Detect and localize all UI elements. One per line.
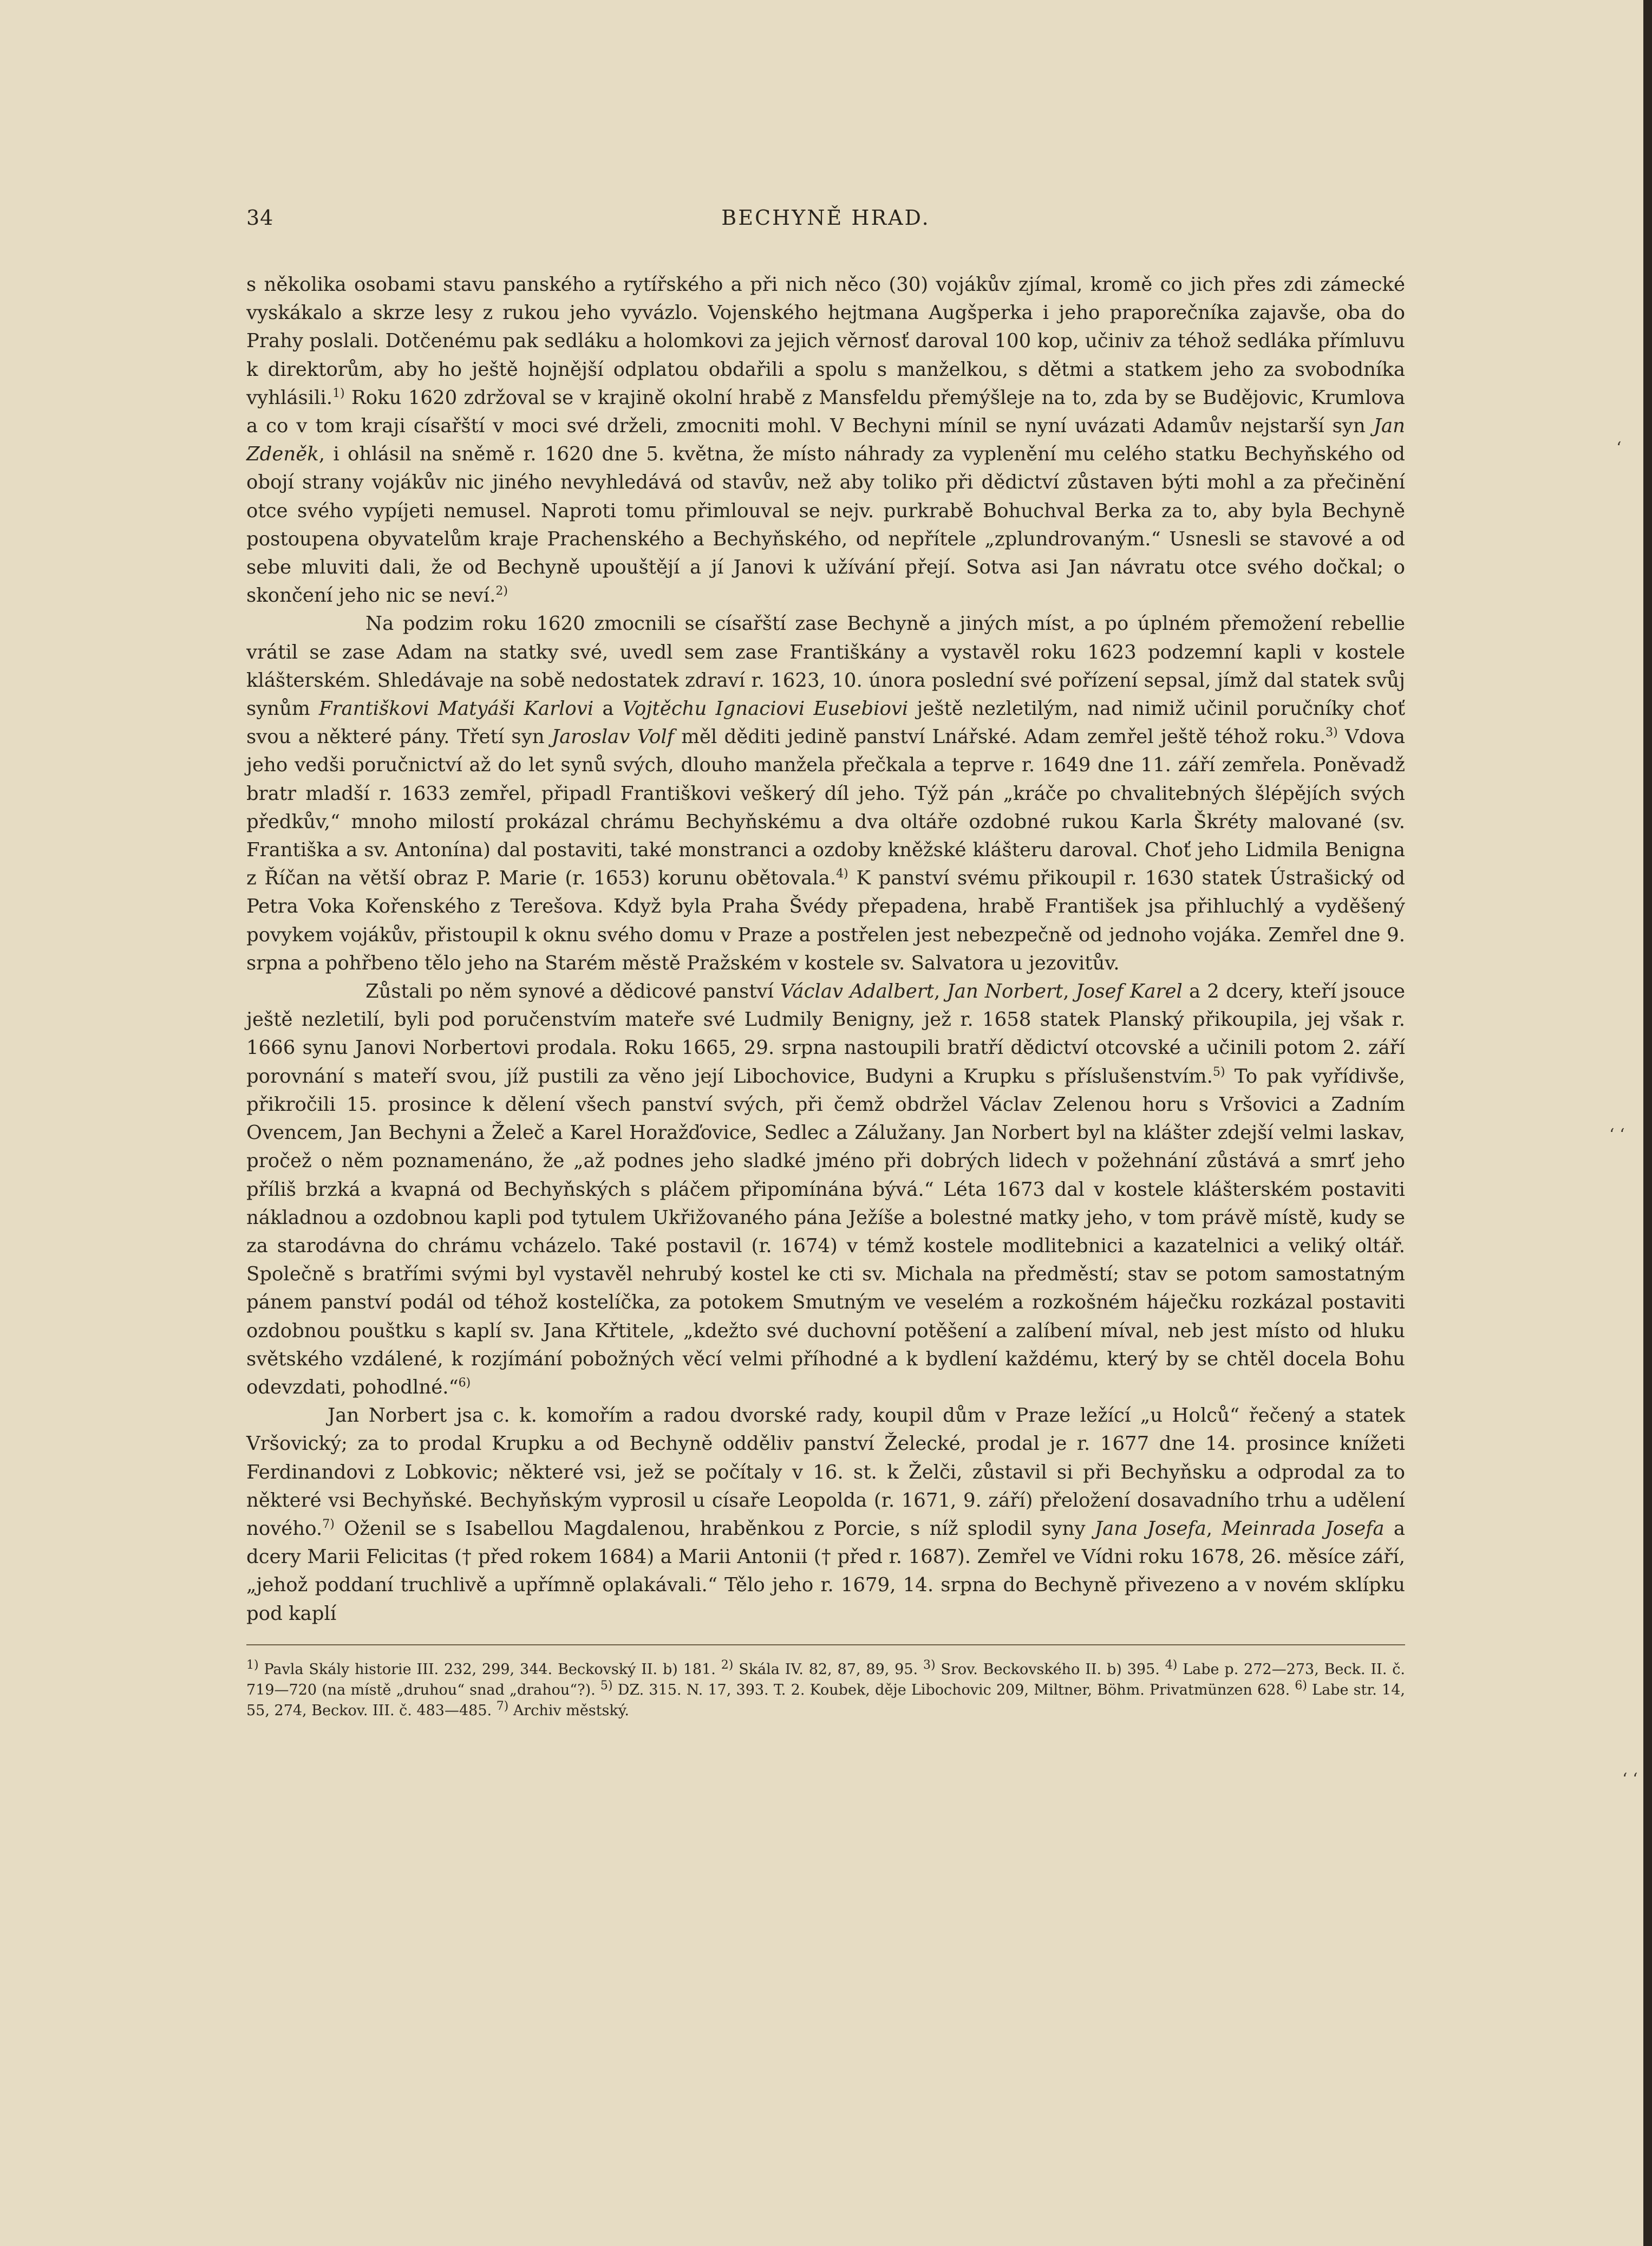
footnote-number: 3) bbox=[923, 1658, 936, 1672]
person-name: Josef Karel bbox=[1075, 980, 1183, 1003]
footnote-reference: 5) bbox=[1212, 1065, 1225, 1079]
text-run: , bbox=[1063, 980, 1076, 1003]
footnote-number: 1) bbox=[246, 1658, 259, 1672]
footnote-reference: 7) bbox=[322, 1518, 335, 1532]
text-run: a bbox=[593, 698, 623, 720]
page-title: BECHYNĚ HRAD. bbox=[721, 206, 930, 230]
text-run: Oženil se s Isabellou Magdalenou, hraběnkou z Porcie, s níž splodil syny bbox=[334, 1517, 1095, 1540]
footnote-reference: 6) bbox=[458, 1376, 471, 1390]
text-run: , i ohlásil na sněmě r. 1620 dne 5. května, že místo náhrady za vyplenění mu celého statku Bechyňského od obojí strany vojákův nic jiného nevyhledává od stavův, než aby toliko při dědictví zůstaven býti mohl a za přečinění otce svého vypíjeti nemusel. Naproti tomu přimlouval se nejv. purkrabě Bohuchval Berka za to, aby byla Bechyně postoupena obyvatelům kraje Prachenského a Bechyňského, od nepřítele „zplundrovaným.“ Usnesli se stavové a od sebe mluviti dali, že od Bechyně upouštějí a jí Janovi k užívání přejí. Sotva asi Jan návratu otce svého dočkal; o skončení jeho nic se neví. bbox=[246, 443, 1405, 607]
footnote-block bbox=[246, 1659, 1405, 1721]
person-name: Jan Zdeněk bbox=[246, 415, 1405, 466]
footnote-reference: 4) bbox=[836, 867, 848, 881]
person-name: Meinrada Josefa bbox=[1222, 1517, 1385, 1540]
person-name: Jaroslav Volf bbox=[551, 726, 674, 748]
footnote-reference: 3) bbox=[1325, 726, 1338, 740]
text-run: měl děditi jedině panství Lnářské. Adam zemřel ještě téhož roku. bbox=[674, 726, 1326, 748]
text-run: Roku 1620 zdržoval se v krajině okolní hrabě z Mansfeldu přemýšleje na to, zda by se Budějovic, Krumlova a co v tom kraji císařští v moci své drželi, zmocniti mohl. V Bechyni mínil se nyní uvázati Adamův nejstarší syn bbox=[246, 386, 1405, 438]
footnote-rule bbox=[246, 1644, 1405, 1645]
text-run: Zůstali po něm synové a dědicové panství bbox=[365, 980, 781, 1003]
footnote-text: Labe p. 272—273, Beck. II. č. 719—720 (na místě „druhou“ snad „drahou“?). bbox=[246, 1661, 1405, 1698]
scan-edge bbox=[1643, 0, 1652, 2246]
footnote-number: 4) bbox=[1165, 1658, 1178, 1672]
text-run: s několika osobami stavu panského a rytířského a při nich něco (30) vojákův zjímal, kromě co jich přes zdi zámecké vyskákalo a skrze lesy z rukou jeho vyvázlo. Vojenského hejtmana Augšperka i jeho praporečníka zajavše, oba do Prahy poslali. Dotčenému pak sedláku a holomkovi za jejich věrnosť daroval 100 kop, učiniv za téhož sedláka přímluvu k direktorům, aby ho ještě hojnější odplatou obdařili a spolu s manželkou, s dětmi a statkem jeho za svobodníka vyhlásili. bbox=[246, 274, 1405, 409]
text-run: Vdova jeho vedši poručnictví až do let synů svých, dlouho manžela přečkala a teprve r. 1649 dne 11. září zemřela. Poněvadž bratr mladší r. 1633 zemřel, připadl Františkovi veškerý díl jeho. Týž pán „kráče po chvalitebných šlépějích svých předkův,“ mnoho milostí prokázal chrámu Bechyňskému a dva oltáře ozdobné rukou Karla Škréty malované (sv. Františka a sv. Antonína) dal postaviti, také monstranci a ozdoby kněžské klášteru daroval. Choť jeho Lidmila Benigna z Říčan na větší obraz P. Marie (r. 1653) korunu obětovala. bbox=[246, 726, 1405, 890]
text-run: ještě nezletilým, nad nimiž učinil poručníky choť svou a některé pány. Třetí syn bbox=[246, 698, 1406, 748]
margin-mark-2: ‘ ‘ bbox=[1609, 1125, 1625, 1144]
text-run: To pak vyřídivše, přikročili 15. prosince k dělení všech panství svých, při čemž obdržel Václav Zelenou horu s Vršovici a Zadním Ovencem, Jan Bechyni a Želeč a Karel Horažďovice, Sedlec a Zálužany. Jan Norbert byl na klášter zdejší velmi laskav, pročež o něm poznamenáno, že „až podnes jeho sladké jméno při dobrých lidech v požehnání zůstává a smrť jeho příliš brzká a kvapná od Bechyňských s pláčem připomínána bývá.“ Léta 1673 dal v kostele klášterském postaviti nákladnou a ozdobnou kapli pod tytulem Ukřižovaného pána Ježíše a bolestné matky jeho, v tom právě místě, kudy se za starodávna do chrámu vcházelo. Také postavil (r. 1674) v témž kostele modlitebnici a kazatelnici a veliký oltář. Společně s bratřími svými byl vystavěl nehrubý kostel ke cti sv. Michala na předměstí; stav se potom samostatným pánem panství podál od téhož kostelíčka, za potokem Smutným ve veselém a rozkošném háječku rozkázal postaviti ozdobnou pouštku s kaplí sv. Jana Křtitele, „kdežto své duchovní potěšení a zalíbení míval, neb jest místo od hluku světského vzdálené, k rozjímání pobožných věcí velmi příhodné a k bydlení každému, který by se chtěl docela Bohu odevzdati, pohodlné.“ bbox=[246, 1065, 1405, 1398]
footnote-text: Srov. Beckovského II. b) 395. bbox=[935, 1661, 1165, 1678]
person-name: Františkovi Matyáši Karlovi bbox=[318, 698, 594, 720]
text-run: a dcery Marii Felicitas († před rokem 1684) a Marii Antonii († před r. 1687). Zemřel ve Vídni roku 1678, 26. měsíce září, „jehož poddaní truchlivě a upřímně oplakávali.“ Tělo jeho r. 1679, 14. srpna do Bechyně přivezeno a v novém sklípku pod kaplí bbox=[246, 1517, 1405, 1625]
person-name: Václav Adalbert bbox=[780, 980, 935, 1003]
margin-mark-3: ‘ ‘ bbox=[1622, 1770, 1638, 1789]
text-run: a 2 dcery, kteří jsouce ještě nezletilí, byli pod poručenstvím mateře své Ludmily Benigny, jež r. 1658 statek Planský přikoupila, jej však r. 1666 synu Janovi Norbertovi prodala. Roku 1665, 29. srpna nastoupili bratří dědictví otcovské a učinili potom 2. září porovnání s mateří svou, jíž pustili za věno její Libochovice, Budyni a Krupku s příslušenstvím. bbox=[246, 980, 1405, 1088]
text-run: K panství svému přikoupil r. 1630 statek Ústrašický od Petra Voka Kořenského z Terešova. Když byla Praha Švédy přepadena, hrabě František jsa přihluchlý a vyděšený povykem vojákův, přistoupil k oknu svého domu v Praze a postřelen jest nebezpečně od jednoho vojáka. Zemřel dne 9. srpna a pohřbeno tělo jeho na Starém městě Pražském v kostele sv. Salvatora u jezovitův. bbox=[246, 867, 1405, 974]
footnote-text: Pavla Skály historie III. 232, 299, 344. Beckovský II. b) 181. bbox=[258, 1661, 721, 1678]
footnote-reference: 2) bbox=[495, 584, 508, 598]
margin-mark-1: ‘ bbox=[1616, 439, 1622, 458]
paragraph bbox=[246, 610, 1405, 978]
person-name: Jana Josefa bbox=[1094, 1517, 1206, 1540]
page-number: 34 bbox=[246, 206, 274, 230]
running-head bbox=[246, 206, 1405, 244]
paragraph bbox=[246, 1402, 1405, 1628]
footnote-number: 5) bbox=[600, 1678, 613, 1692]
footnote-reference: 1) bbox=[332, 386, 345, 400]
text-run: , bbox=[934, 980, 947, 1003]
text-run: Jan Norbert jsa c. k. komořím a radou dvorské rady, koupil dům v Praze ležící „u Holců“ řečený a statek Vršovický; za to prodal Krupku a od Bechyně odděliv panství Želecké, prodal je r. 1677 dne 14. prosince knížeti Ferdinandovi z Lobkovic; některé vsi, jež se počítaly v 16. st. k Želči, zůstavil si při Bechyňsku a odprodal za to některé vsi Bechyňské. Bechyňským vyprosil u císaře Leopolda (r. 1671, 9. září) přeložení dosavadního trhu a udělení nového. bbox=[246, 1404, 1405, 1540]
footnote-number: 7) bbox=[496, 1699, 509, 1713]
footnote-text: Labe str. 14, 55, 274, Beckov. III. č. 483—485. bbox=[246, 1681, 1405, 1719]
paragraph bbox=[246, 978, 1405, 1402]
footnote-number: 6) bbox=[1295, 1678, 1307, 1692]
footnote-text: Skála IV. 82, 87, 89, 95. bbox=[733, 1661, 924, 1678]
person-name: Vojtěchu Ignaciovi Eusebiovi bbox=[622, 698, 909, 720]
paragraph bbox=[246, 271, 1405, 610]
footnotes bbox=[246, 1659, 1405, 1721]
body-text bbox=[246, 271, 1405, 1628]
footnote-text: DZ. 315. N. 17, 393. T. 2. Koubek, děje Libochovic 209, Miltner, Böhm. Privatmünzen 628. bbox=[612, 1681, 1295, 1698]
person-name: Jan Norbert bbox=[946, 980, 1063, 1003]
footnote-number: 2) bbox=[721, 1658, 734, 1672]
text-run: Na podzim roku 1620 zmocnili se císařští zase Bechyně a jiných míst, a po úplném přemožení rebellie vrátil se zase Adam na statky své, uvedl sem zase Františkány a vystavěl roku 1623 podzemní kapli v kostele klášterském. Shledávaje na sobě nedostatek zdraví r. 1623, 10. února poslední své pořízení sepsal, jímž dal statek svůj synům bbox=[246, 613, 1405, 720]
text-run: , bbox=[1206, 1517, 1222, 1540]
footnote-text: Archiv městský. bbox=[508, 1702, 630, 1719]
book-page bbox=[246, 206, 1405, 2210]
